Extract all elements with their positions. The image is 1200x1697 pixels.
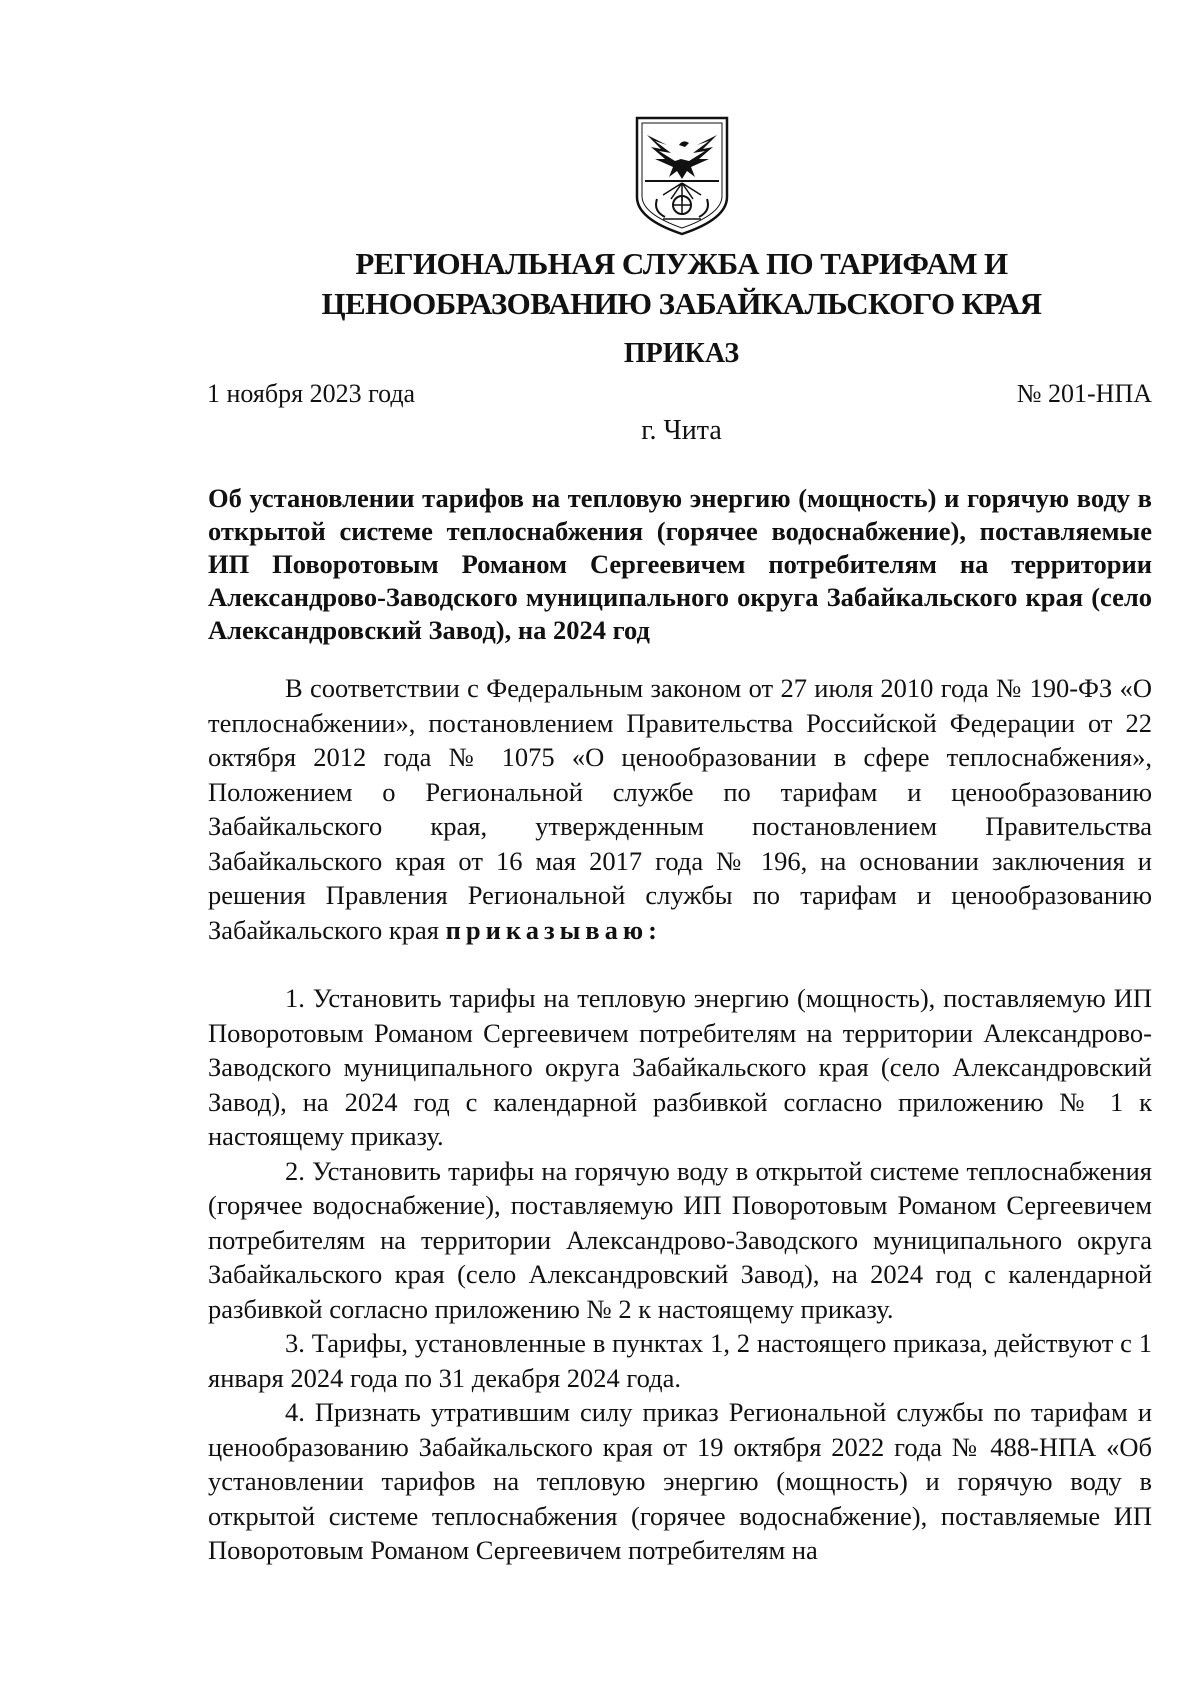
preamble-text: В соответствии с Федеральным законом от 27 июля 2010 года № 190-ФЗ «О теплоснабжении», постановлением Правительства Российской Федерации от 22 октября 2012 года № 1075 «О ценообразовании в сфере теплоснабжения», Положением о Региональной службе по тарифам и ценообразованию Забайкальского края, утвержденным постановлением Правительства Забайкальского края от 16 мая 2017 года № 196, на основании заключения и решения Правления Региональной службы по тарифам и ценообразованию Забайкальского края — [208, 673, 1152, 945]
organization-title-line-1: РЕГИОНАЛЬНАЯ СЛУЖБА ПО ТАРИФАМ И — [355, 246, 1008, 281]
clause-3: 3. Тарифы, установленные в пунктах 1, 2 настоящего приказа, действуют с 1 января 2024 года по 31 декабря 2024 года. — [208, 1328, 1152, 1393]
order-subject: Об установлении тарифов на тепловую энергию (мощность) и горячую воду в открытой системе теплоснабжения (горячее водоснабжение), поставляемые ИП Поворотовым Романом Сергеевичем потребителям на территории Александрово-Заводского муниципального округа Забайкальского края (село Александровский Завод), на 2024 год — [208, 483, 1152, 645]
order-number: № 201-НПА — [1016, 379, 1152, 408]
clause-1: 1. Установить тарифы на тепловую энергию (мощность), поставляемую ИП Поворотовым Романом Сергеевичем потребителям на территории Александрово-Заводского муниципального округа Забайкальского края (село Александровский Завод), на 2024 год с календарной разбивкой согласно приложению № 1 к настоящему приказу. — [208, 983, 1152, 1151]
city: г. Чита — [641, 415, 722, 446]
coat-of-arms-icon — [633, 115, 731, 237]
organization-title — [150, 244, 1200, 324]
preamble-paragraph — [208, 671, 1152, 947]
order-label: ПРИКАЗ — [623, 338, 740, 369]
preamble-decree-word: приказываю: — [445, 914, 662, 945]
order-date: 1 ноября 2023 года — [207, 379, 416, 408]
order-body — [208, 671, 1152, 1568]
clause-2: 2. Установить тарифы на горячую воду в открытой системе теплоснабжения (горячее водоснабжение), поставляемую ИП Поворотовым Романом Сергеевичем потребителям на территории Александрово-Заводского муниципального округа Забайкальского края (село Александровский Завод), на 2024 год с календарной разбивкой согласно приложению № 2 к настоящему приказу. — [208, 1155, 1152, 1324]
clause-4: 4. Признать утратившим силу приказ Региональной службы по тарифам и ценообразованию Забайкальского края от 19 октября 2022 года № 488-НПА «Об установлении тарифов на тепловую энергию (мощность) и горячую воду в открытой системе теплоснабжения (горячее водоснабжение), поставляемые ИП Поворотовым Романом Сергеевичем потребителям на — [208, 1397, 1152, 1565]
organization-title-line-2: ЦЕНООБРАЗОВАНИЮ ЗАБАЙКАЛЬСКОГО КРАЯ — [321, 286, 1042, 321]
